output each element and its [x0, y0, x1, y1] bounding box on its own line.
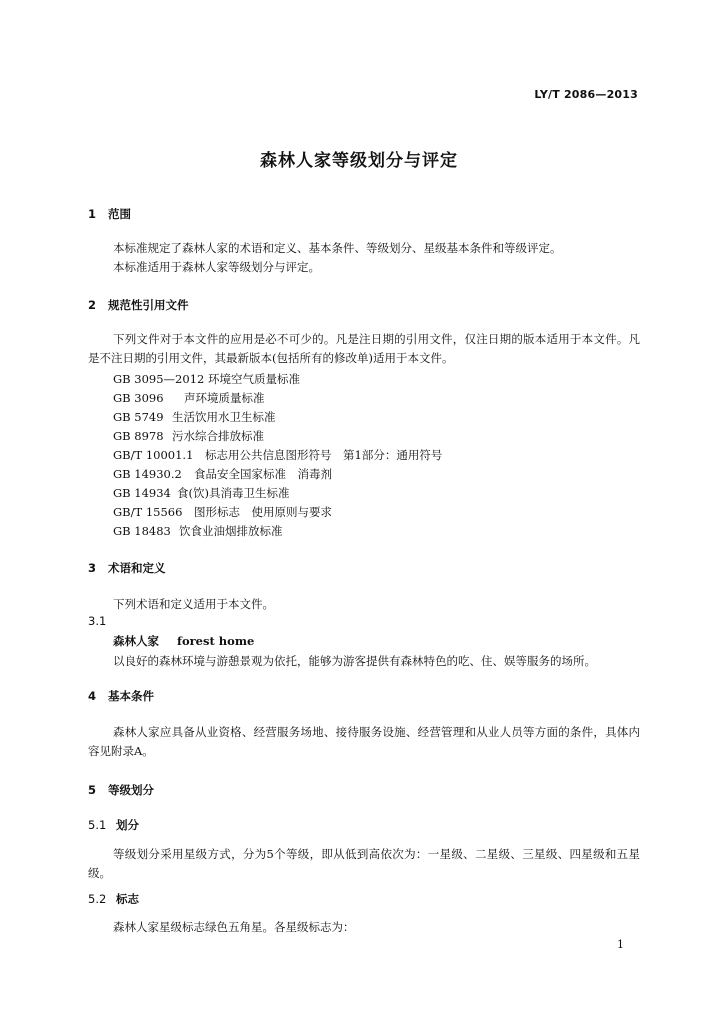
subsection-title: 划分 — [116, 818, 139, 832]
reference-code: GB 18483 — [113, 524, 171, 538]
section-number: 3 — [88, 561, 97, 575]
reference-code: GB 3095—2012 — [113, 372, 205, 386]
section-3-heading — [88, 560, 166, 576]
reference-code: GB 14934 — [113, 486, 171, 500]
page-number: 1 — [617, 938, 624, 951]
reference-name: 饮食业油烟排放标准 — [179, 524, 283, 538]
reference-item — [113, 504, 332, 520]
term-entry — [113, 633, 254, 649]
section-number: 1 — [88, 207, 97, 221]
subsection-5-1-heading — [88, 817, 139, 833]
subsection-number: 5.2 — [88, 892, 107, 906]
section-4-paragraph: 森林人家应具备从业资格、经营服务场地、接待服务设施、经营管理和从业人员等方面的条件，具体内容见附录A。 — [88, 725, 640, 758]
reference-name: 环境空气质量标准 — [208, 372, 300, 386]
term-chinese: 森林人家 — [113, 634, 159, 648]
reference-code: GB/T 15566 — [113, 505, 183, 519]
section-title: 等级划分 — [108, 783, 154, 797]
reference-name: 声环境质量标准 — [184, 391, 265, 405]
reference-code: GB 3096 — [113, 391, 164, 405]
standard-code: LY/T 2086—2013 — [534, 88, 638, 101]
section-1-paragraph-2: 本标准适用于森林人家等级划分与评定。 — [113, 260, 320, 274]
reference-name: 食(饮)具消毒卫生标准 — [177, 486, 290, 500]
section-2-intro: 下列文件对于本文件的应用是必不可少的。凡是注日期的引用文件，仅注日期的版本适用于本文件。凡是不注日期的引用文件，其最新版本(包括所有的修改单)适用于本文件。 — [88, 332, 640, 365]
reference-name: 生活饮用水卫生标准 — [172, 410, 276, 424]
term-english: forest home — [177, 634, 255, 648]
section-1-heading — [88, 206, 131, 222]
term-definition: 以良好的森林环境与游憩景观为依托，能够为游客提供有森林特色的吃、住、娱等服务的场所。 — [113, 654, 596, 668]
section-title: 基本条件 — [108, 689, 154, 703]
section-title: 规范性引用文件 — [108, 298, 189, 312]
section-number: 4 — [88, 689, 97, 703]
section-title: 术语和定义 — [108, 561, 166, 575]
section-2-heading — [88, 297, 189, 313]
reference-item — [113, 485, 289, 501]
reference-name: 图形标志 使用原则与要求 — [194, 505, 332, 519]
subsection-5-2-paragraph: 森林人家星级标志绿色五角星。各星级标志为： — [113, 920, 355, 934]
reference-item — [113, 409, 276, 425]
section-title: 范围 — [108, 207, 131, 221]
reference-code: GB 14930.2 — [113, 467, 182, 481]
subsection-title: 标志 — [116, 892, 139, 906]
reference-code: GB/T 10001.1 — [113, 448, 194, 462]
section-1-paragraph-1: 本标准规定了森林人家的术语和定义、基本条件、等级划分、星级基本条件和等级评定。 — [113, 241, 562, 255]
section-number: 2 — [88, 298, 97, 312]
term-number — [88, 614, 106, 628]
subsection-5-1-paragraph: 等级划分采用星级方式，分为5个等级，即从低到高依次为：一星级、二星级、三星级、四星级和五星级。 — [88, 847, 640, 880]
reference-item — [113, 466, 332, 482]
document-title: 森林人家等级划分与评定 — [260, 151, 458, 171]
subsection-number: 5.1 — [88, 818, 107, 832]
reference-item — [113, 428, 264, 444]
reference-item — [113, 390, 265, 406]
reference-code: GB 5749 — [113, 410, 164, 424]
reference-name: 标志用公共信息图形符号 第1部分：通用符号 — [205, 448, 443, 462]
reference-name: 污水综合排放标准 — [172, 429, 264, 443]
reference-item — [113, 523, 283, 539]
section-5-heading — [88, 782, 154, 798]
section-number: 5 — [88, 783, 97, 797]
reference-name: 食品安全国家标准 消毒剂 — [194, 467, 332, 481]
section-3-intro: 下列术语和定义适用于本文件。 — [113, 597, 274, 611]
section-4-heading — [88, 688, 154, 704]
reference-item — [113, 447, 442, 463]
reference-item — [113, 371, 300, 387]
reference-code: GB 8978 — [113, 429, 164, 443]
term-number-text: 3.1 — [88, 614, 107, 628]
subsection-5-2-heading — [88, 891, 139, 907]
